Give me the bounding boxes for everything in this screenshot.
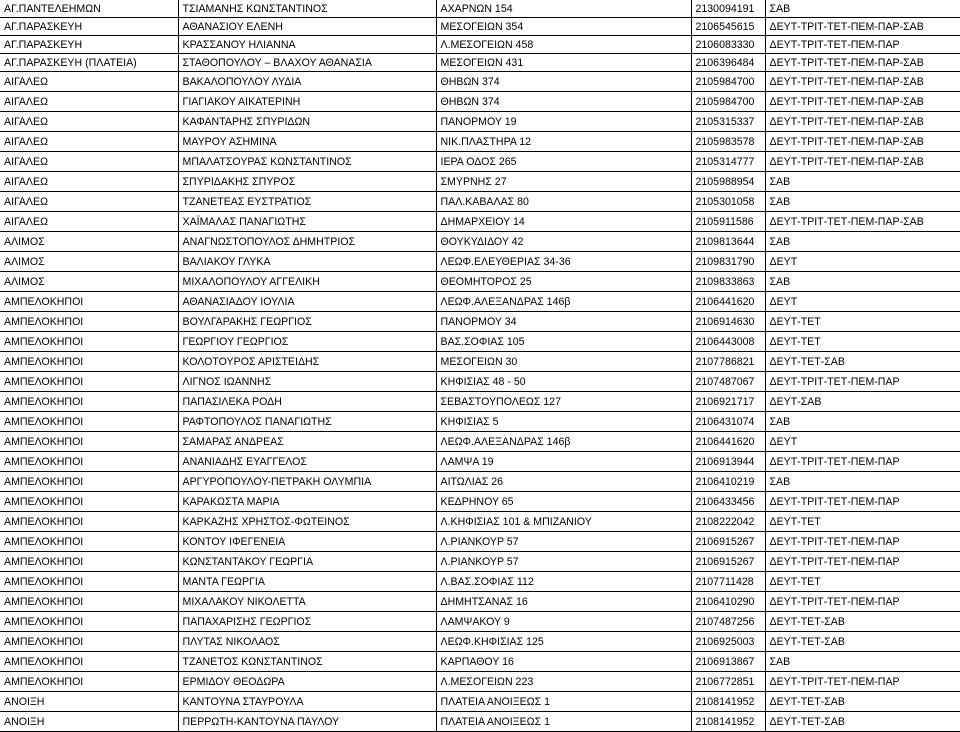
pharmacist-name-cell: ΣΤΑΘΟΠΟΥΛΟΥ – ΒΛΑΧΟΥ ΑΘΑΝΑΣΙΑ — [178, 54, 436, 72]
table-row — [0, 572, 960, 592]
address-cell: Λ.ΒΑΣ.ΣΟΦΙΑΣ 112 — [436, 572, 691, 592]
days-cell: ΔΕΥΤ-ΤΡΙΤ-ΤΕΤ-ΠΕΜ-ΠΑΡ-ΣΑΒ — [765, 212, 960, 232]
phone-cell: 2106410290 — [691, 592, 765, 612]
area-cell: ΑΓ.ΠΑΡΑΣΚΕΥΗ — [0, 18, 178, 36]
days-cell: ΔΕΥΤ-ΤΕΤ-ΣΑΒ — [765, 352, 960, 372]
pharmacist-name-cell: ΚΟΛΟΤΟΥΡΟΣ ΑΡΙΣΤΕΙΔΗΣ — [178, 352, 436, 372]
phone-cell: 2106443008 — [691, 332, 765, 352]
pharmacist-name-cell: ΕΡΜΙΔΟΥ ΘΕΟΔΩΡΑ — [178, 672, 436, 692]
pharmacist-name-cell: ΜΑΥΡΟΥ ΑΣΗΜΙΝΑ — [178, 132, 436, 152]
phone-cell: 2106925003 — [691, 632, 765, 652]
days-cell: ΔΕΥΤ-ΤΕΤ-ΣΑΒ — [765, 632, 960, 652]
pharmacist-name-cell: ΒΑΛΙΑΚΟΥ ΓΛΥΚΑ — [178, 252, 436, 272]
area-cell: ΑΙΓΑΛΕΩ — [0, 172, 178, 192]
area-cell: ΑΝΟΙΞΗ — [0, 692, 178, 712]
phone-cell: 2106441620 — [691, 432, 765, 452]
pharmacist-name-cell: ΚΑΡΑΚΩΣΤΑ ΜΑΡΙΑ — [178, 492, 436, 512]
area-cell: ΑΛΙΜΟΣ — [0, 272, 178, 292]
pharmacist-name-cell: ΑΘΑΝΑΣΙΟΥ ΕΛΕΝΗ — [178, 18, 436, 36]
phone-cell: 2106921717 — [691, 392, 765, 412]
phone-cell: 2106914630 — [691, 312, 765, 332]
table-row — [0, 672, 960, 692]
days-cell: ΣΑΒ — [765, 172, 960, 192]
area-cell: ΑΜΠΕΛΟΚΗΠΟΙ — [0, 532, 178, 552]
area-cell: ΑΜΠΕΛΟΚΗΠΟΙ — [0, 512, 178, 532]
address-cell: ΘΕΟΜΗΤΟΡΟΣ 25 — [436, 272, 691, 292]
address-cell: ΠΑΝΟΡΜΟΥ 34 — [436, 312, 691, 332]
phone-cell: 2106410219 — [691, 472, 765, 492]
table-row — [0, 492, 960, 512]
pharmacist-name-cell: ΠΕΡΡΩΤΗ-ΚΑΝΤΟΥΝΑ ΠΑΥΛΟΥ — [178, 712, 436, 732]
table-row — [0, 452, 960, 472]
address-cell: ΠΛΑΤΕΙΑ ΑΝΟΙΞΕΩΣ 1 — [436, 692, 691, 712]
phone-cell: 2107487067 — [691, 372, 765, 392]
days-cell: ΔΕΥΤ-ΤΕΤ-ΣΑΒ — [765, 692, 960, 712]
phone-cell: 2130094191 — [691, 0, 765, 18]
days-cell: ΔΕΥΤ-ΤΡΙΤ-ΤΕΤ-ΠΕΜ-ΠΑΡ-ΣΑΒ — [765, 54, 960, 72]
phone-cell: 2109833863 — [691, 272, 765, 292]
address-cell: ΑΧΑΡΝΩΝ 154 — [436, 0, 691, 18]
table-row — [0, 112, 960, 132]
pharmacist-name-cell: ΒΟΥΛΓΑΡΑΚΗΣ ΓΕΩΡΓΙΟΣ — [178, 312, 436, 332]
table-row — [0, 132, 960, 152]
pharmacist-name-cell: ΓΙΑΓΙΑΚΟΥ ΑΙΚΑΤΕΡΙΝΗ — [178, 92, 436, 112]
address-cell: ΘΗΒΩΝ 374 — [436, 72, 691, 92]
table-row — [0, 54, 960, 72]
table-row — [0, 592, 960, 612]
pharmacist-name-cell: ΠΑΠΑΣΙΛΕΚΑ ΡΟΔΗ — [178, 392, 436, 412]
days-cell: ΣΑΒ — [765, 192, 960, 212]
phone-cell: 2107786821 — [691, 352, 765, 372]
area-cell: ΑΜΠΕΛΟΚΗΠΟΙ — [0, 392, 178, 412]
address-cell: ΑΙΤΩΛΙΑΣ 26 — [436, 472, 691, 492]
table-row — [0, 0, 960, 18]
address-cell: Λ.ΜΕΣΟΓΕΙΩΝ 223 — [436, 672, 691, 692]
table-row — [0, 352, 960, 372]
area-cell: ΑΛΙΜΟΣ — [0, 232, 178, 252]
phone-cell: 2105983578 — [691, 132, 765, 152]
days-cell: ΔΕΥΤ-ΤΡΙΤ-ΤΕΤ-ΠΕΜ-ΠΑΡ-ΣΑΒ — [765, 72, 960, 92]
pharmacist-name-cell: ΜΠΑΛΑΤΣΟΥΡΑΣ ΚΩΝΣΤΑΝΤΙΝΟΣ — [178, 152, 436, 172]
area-cell: ΑΜΠΕΛΟΚΗΠΟΙ — [0, 352, 178, 372]
area-cell: ΑΜΠΕΛΟΚΗΠΟΙ — [0, 672, 178, 692]
days-cell: ΔΕΥΤ-ΤΡΙΤ-ΤΕΤ-ΠΕΜ-ΠΑΡ — [765, 492, 960, 512]
days-cell: ΔΕΥΤ-ΤΡΙΤ-ΤΕΤ-ΠΕΜ-ΠΑΡ — [765, 36, 960, 54]
table-row — [0, 652, 960, 672]
days-cell: ΣΑΒ — [765, 0, 960, 18]
area-cell: ΑΜΠΕΛΟΚΗΠΟΙ — [0, 372, 178, 392]
table-row — [0, 512, 960, 532]
table-row — [0, 192, 960, 212]
days-cell: ΣΑΒ — [765, 472, 960, 492]
address-cell: Λ.ΡΙΑΝΚΟΥΡ 57 — [436, 532, 691, 552]
phone-cell: 2105988954 — [691, 172, 765, 192]
area-cell: ΑΙΓΑΛΕΩ — [0, 92, 178, 112]
address-cell: ΜΕΣΟΓΕΙΩΝ 354 — [436, 18, 691, 36]
phone-cell: 2106915267 — [691, 532, 765, 552]
area-cell: ΑΙΓΑΛΕΩ — [0, 132, 178, 152]
address-cell: ΜΕΣΟΓΕΙΩΝ 431 — [436, 54, 691, 72]
days-cell: ΔΕΥΤ-ΤΡΙΤ-ΤΕΤ-ΠΕΜ-ΠΑΡ-ΣΑΒ — [765, 132, 960, 152]
table-row — [0, 272, 960, 292]
address-cell: Λ.ΚΗΦΙΣΙΑΣ 101 & ΜΠΙΖΑΝΙΟΥ — [436, 512, 691, 532]
phone-cell: 2106083330 — [691, 36, 765, 54]
pharmacist-name-cell: ΡΑΦΤΟΠΟΥΛΟΣ ΠΑΝΑΓΙΩΤΗΣ — [178, 412, 436, 432]
address-cell: ΝΙΚ.ΠΛΑΣΤΗΡΑ 12 — [436, 132, 691, 152]
days-cell: ΔΕΥΤ-ΤΕΤ-ΣΑΒ — [765, 612, 960, 632]
phone-cell: 2106913867 — [691, 652, 765, 672]
days-cell: ΔΕΥΤ-ΤΡΙΤ-ΤΕΤ-ΠΕΜ-ΠΑΡ — [765, 552, 960, 572]
area-cell: ΑΙΓΑΛΕΩ — [0, 72, 178, 92]
pharmacist-name-cell: ΑΝΑΝΙΑΔΗΣ ΕΥΑΓΓΕΛΟΣ — [178, 452, 436, 472]
table-row — [0, 632, 960, 652]
days-cell: ΔΕΥΤ-ΣΑΒ — [765, 392, 960, 412]
phone-cell: 2105314777 — [691, 152, 765, 172]
table-row — [0, 212, 960, 232]
days-cell: ΣΑΒ — [765, 412, 960, 432]
table-row — [0, 252, 960, 272]
area-cell: ΑΜΠΕΛΟΚΗΠΟΙ — [0, 472, 178, 492]
area-cell: ΑΙΓΑΛΕΩ — [0, 192, 178, 212]
phone-cell: 2107711428 — [691, 572, 765, 592]
table-row — [0, 152, 960, 172]
area-cell: ΑΜΠΕΛΟΚΗΠΟΙ — [0, 572, 178, 592]
address-cell: ΚΑΡΠΑΘΟΥ 16 — [436, 652, 691, 672]
address-cell: ΛΑΜΨΑ 19 — [436, 452, 691, 472]
pharmacist-name-cell: ΒΑΚΑΛΟΠΟΥΛΟΥ ΛΥΔΙΑ — [178, 72, 436, 92]
pharmacist-name-cell: ΜΙΧΑΛΟΠΟΥΛΟΥ ΑΓΓΕΛΙΚΗ — [178, 272, 436, 292]
area-cell: ΑΜΠΕΛΟΚΗΠΟΙ — [0, 592, 178, 612]
days-cell: ΔΕΥΤ-ΤΡΙΤ-ΤΕΤ-ΠΕΜ-ΠΑΡ — [765, 532, 960, 552]
table-row — [0, 712, 960, 732]
address-cell: Λ.ΜΕΣΟΓΕΙΩΝ 458 — [436, 36, 691, 54]
area-cell: ΑΓ.ΠΑΡΑΣΚΕΥΗ (ΠΛΑΤΕΙΑ) — [0, 54, 178, 72]
table-row — [0, 18, 960, 36]
phone-cell: 2106913944 — [691, 452, 765, 472]
area-cell: ΑΜΠΕΛΟΚΗΠΟΙ — [0, 412, 178, 432]
table-row — [0, 692, 960, 712]
days-cell: ΣΑΒ — [765, 272, 960, 292]
days-cell: ΔΕΥΤ-ΤΕΤ — [765, 332, 960, 352]
area-cell: ΑΓ.ΠΑΡΑΣΚΕΥΗ — [0, 36, 178, 54]
phone-cell: 2105315337 — [691, 112, 765, 132]
days-cell: ΔΕΥΤ — [765, 292, 960, 312]
address-cell: ΠΑΛ.ΚΑΒΑΛΑΣ 80 — [436, 192, 691, 212]
area-cell: ΑΛΙΜΟΣ — [0, 252, 178, 272]
pharmacist-name-cell: ΤΖΑΝΕΤΟΣ ΚΩΝΣΤΑΝΤΙΝΟΣ — [178, 652, 436, 672]
phone-cell: 2106433456 — [691, 492, 765, 512]
phone-cell: 2105301058 — [691, 192, 765, 212]
days-cell: ΔΕΥΤ — [765, 432, 960, 452]
area-cell: ΑΜΠΕΛΟΚΗΠΟΙ — [0, 432, 178, 452]
pharmacist-name-cell: ΣΑΜΑΡΑΣ ΑΝΔΡΕΑΣ — [178, 432, 436, 452]
pharmacist-name-cell: ΚΑΡΚΑΖΗΣ ΧΡΗΣΤΟΣ-ΦΩΤΕΙΝΟΣ — [178, 512, 436, 532]
table-row — [0, 92, 960, 112]
days-cell: ΔΕΥΤ-ΤΡΙΤ-ΤΕΤ-ΠΕΜ-ΠΑΡ-ΣΑΒ — [765, 112, 960, 132]
days-cell: ΔΕΥΤ-ΤΡΙΤ-ΤΕΤ-ΠΕΜ-ΠΑΡ — [765, 452, 960, 472]
days-cell: ΔΕΥΤ-ΤΡΙΤ-ΤΕΤ-ΠΕΜ-ΠΑΡ — [765, 592, 960, 612]
table-row — [0, 36, 960, 54]
address-cell: ΔΗΜΗΤΣΑΝΑΣ 16 — [436, 592, 691, 612]
area-cell: ΑΝΟΙΞΗ — [0, 712, 178, 732]
area-cell: ΑΜΠΕΛΟΚΗΠΟΙ — [0, 292, 178, 312]
pharmacist-name-cell: ΓΕΩΡΓΙΟΥ ΓΕΩΡΓΙΟΣ — [178, 332, 436, 352]
pharmacist-name-cell: ΚΑΦΑΝΤΑΡΗΣ ΣΠΥΡΙΔΩΝ — [178, 112, 436, 132]
table-row — [0, 312, 960, 332]
table-row — [0, 292, 960, 312]
area-cell: ΑΜΠΕΛΟΚΗΠΟΙ — [0, 552, 178, 572]
pharmacist-name-cell: ΚΟΝΤΟΥ ΙΦΕΓΕΝΕΙΑ — [178, 532, 436, 552]
pharmacist-name-cell: ΑΘΑΝΑΣΙΑΔΟΥ ΙΟΥΛΙΑ — [178, 292, 436, 312]
area-cell: ΑΜΠΕΛΟΚΗΠΟΙ — [0, 612, 178, 632]
pharmacist-name-cell: ΤΖΑΝΕΤΕΑΣ ΕΥΣΤΡΑΤΙΟΣ — [178, 192, 436, 212]
pharmacist-name-cell: ΧΑΪΜΑΛΑΣ ΠΑΝΑΓΙΩΤΗΣ — [178, 212, 436, 232]
days-cell: ΔΕΥΤ-ΤΡΙΤ-ΤΕΤ-ΠΕΜ-ΠΑΡ-ΣΑΒ — [765, 18, 960, 36]
phone-cell: 2105984700 — [691, 92, 765, 112]
phone-cell: 2108222042 — [691, 512, 765, 532]
address-cell: ΛΕΩΦ.ΑΛΕΞΑΝΔΡΑΣ 146β — [436, 432, 691, 452]
phone-cell: 2106772851 — [691, 672, 765, 692]
address-cell: ΒΑΣ.ΣΟΦΙΑΣ 105 — [436, 332, 691, 352]
table-row — [0, 552, 960, 572]
days-cell: ΔΕΥΤ-ΤΕΤ — [765, 572, 960, 592]
area-cell: ΑΓ.ΠΑΝΤΕΛΕΗΜΩΝ — [0, 0, 178, 18]
area-cell: ΑΜΠΕΛΟΚΗΠΟΙ — [0, 492, 178, 512]
days-cell: ΔΕΥΤ-ΤΡΙΤ-ΤΕΤ-ΠΕΜ-ΠΑΡ-ΣΑΒ — [765, 152, 960, 172]
table-row — [0, 172, 960, 192]
area-cell: ΑΜΠΕΛΟΚΗΠΟΙ — [0, 452, 178, 472]
area-cell: ΑΙΓΑΛΕΩ — [0, 152, 178, 172]
pharmacist-name-cell: ΚΩΝΣΤΑΝΤΑΚΟΥ ΓΕΩΡΓΙΑ — [178, 552, 436, 572]
address-cell: ΠΑΝΟΡΜΟΥ 19 — [436, 112, 691, 132]
address-cell: ΔΗΜΑΡΧΕΙΟΥ 14 — [436, 212, 691, 232]
days-cell: ΔΕΥΤ-ΤΡΙΤ-ΤΕΤ-ΠΕΜ-ΠΑΡ-ΣΑΒ — [765, 92, 960, 112]
phone-cell: 2106545615 — [691, 18, 765, 36]
phone-cell: 2107487256 — [691, 612, 765, 632]
address-cell: ΣΕΒΑΣΤΟΥΠΟΛΕΩΣ 127 — [436, 392, 691, 412]
pharmacist-name-cell: ΛΙΓΝΟΣ ΙΩΑΝΝΗΣ — [178, 372, 436, 392]
area-cell: ΑΜΠΕΛΟΚΗΠΟΙ — [0, 332, 178, 352]
address-cell: ΘΗΒΩΝ 374 — [436, 92, 691, 112]
phone-cell: 2108141952 — [691, 712, 765, 732]
days-cell: ΔΕΥΤ-ΤΡΙΤ-ΤΕΤ-ΠΕΜ-ΠΑΡ — [765, 672, 960, 692]
phone-cell: 2106915267 — [691, 552, 765, 572]
address-cell: Λ.ΡΙΑΝΚΟΥΡ 57 — [436, 552, 691, 572]
phone-cell: 2106441620 — [691, 292, 765, 312]
pharmacist-name-cell: ΑΝΑΓΝΩΣΤΟΠΟΥΛΟΣ ΔΗΜΗΤΡΙΟΣ — [178, 232, 436, 252]
address-cell: ΘΟΥΚΥΔΙΔΟΥ 42 — [436, 232, 691, 252]
pharmacist-name-cell: ΠΛΥΤΑΣ ΝΙΚΟΛΑΟΣ — [178, 632, 436, 652]
pharmacist-name-cell: ΑΡΓΥΡΟΠΟΥΛΟΥ-ΠΕΤΡΑΚΗ ΟΛΥΜΠΙΑ — [178, 472, 436, 492]
phone-cell: 2108141952 — [691, 692, 765, 712]
phone-cell: 2109831790 — [691, 252, 765, 272]
phone-cell: 2106431074 — [691, 412, 765, 432]
days-cell: ΣΑΒ — [765, 652, 960, 672]
address-cell: ΚΕΔΡΗΝΟΥ 65 — [436, 492, 691, 512]
address-cell: ΜΕΣΟΓΕΙΩΝ 30 — [436, 352, 691, 372]
phone-cell: 2109813644 — [691, 232, 765, 252]
table-row — [0, 432, 960, 452]
table-row — [0, 472, 960, 492]
phone-cell: 2105984700 — [691, 72, 765, 92]
days-cell: ΔΕΥΤ — [765, 252, 960, 272]
address-cell: ΛΕΩΦ.ΚΗΦΙΣΙΑΣ 125 — [436, 632, 691, 652]
pharmacist-name-cell: ΜΑΝΤΑ ΓΕΩΡΓΙΑ — [178, 572, 436, 592]
days-cell: ΔΕΥΤ-ΤΕΤ-ΣΑΒ — [765, 712, 960, 732]
pharmacist-name-cell: ΠΑΠΑΧΑΡΙΣΗΣ ΓΕΩΡΓΙΟΣ — [178, 612, 436, 632]
address-cell: ΙΕΡΑ ΟΔΟΣ 265 — [436, 152, 691, 172]
address-cell: ΛΑΜΨΑΚΟΥ 9 — [436, 612, 691, 632]
address-cell: ΛΕΩΦ.ΑΛΕΞΑΝΔΡΑΣ 146β — [436, 292, 691, 312]
pharmacist-name-cell: ΜΙΧΑΛΑΚΟΥ ΝΙΚΟΛΕΤΤΑ — [178, 592, 436, 612]
address-cell: ΛΕΩΦ.ΕΛΕΥΘΕΡΙΑΣ 34-36 — [436, 252, 691, 272]
area-cell: ΑΜΠΕΛΟΚΗΠΟΙ — [0, 652, 178, 672]
table-row — [0, 612, 960, 632]
days-cell: ΣΑΒ — [765, 232, 960, 252]
pharmacist-name-cell: ΣΠΥΡΙΔΑΚΗΣ ΣΠΥΡΟΣ — [178, 172, 436, 192]
table-row — [0, 372, 960, 392]
table-row — [0, 412, 960, 432]
area-cell: ΑΜΠΕΛΟΚΗΠΟΙ — [0, 312, 178, 332]
area-cell: ΑΜΠΕΛΟΚΗΠΟΙ — [0, 632, 178, 652]
area-cell: ΑΙΓΑΛΕΩ — [0, 212, 178, 232]
area-cell: ΑΙΓΑΛΕΩ — [0, 112, 178, 132]
phone-cell: 2106396484 — [691, 54, 765, 72]
address-cell: ΚΗΦΙΣΙΑΣ 5 — [436, 412, 691, 432]
table-row — [0, 72, 960, 92]
address-cell: ΠΛΑΤΕΙΑ ΑΝΟΙΞΕΩΣ 1 — [436, 712, 691, 732]
table-row — [0, 332, 960, 352]
table-row — [0, 392, 960, 412]
days-cell: ΔΕΥΤ-ΤΕΤ — [765, 312, 960, 332]
days-cell: ΔΕΥΤ-ΤΡΙΤ-ΤΕΤ-ΠΕΜ-ΠΑΡ — [765, 372, 960, 392]
address-cell: ΣΜΥΡΝΗΣ 27 — [436, 172, 691, 192]
table-row — [0, 532, 960, 552]
table-row — [0, 232, 960, 252]
pharmacist-name-cell: ΚΡΑΣΣΑΝΟΥ ΗΛΙΑΝΝΑ — [178, 36, 436, 54]
days-cell: ΔΕΥΤ-ΤΕΤ — [765, 512, 960, 532]
pharmacist-name-cell: ΤΣΙΑΜΑΝΗΣ ΚΩΝΣΤΑΝΤΙΝΟΣ — [178, 0, 436, 18]
pharmacist-name-cell: ΚΑΝΤΟΥΝΑ ΣΤΑΥΡΟΥΛΑ — [178, 692, 436, 712]
address-cell: ΚΗΦΙΣΙΑΣ 48 - 50 — [436, 372, 691, 392]
phone-cell: 2105911586 — [691, 212, 765, 232]
